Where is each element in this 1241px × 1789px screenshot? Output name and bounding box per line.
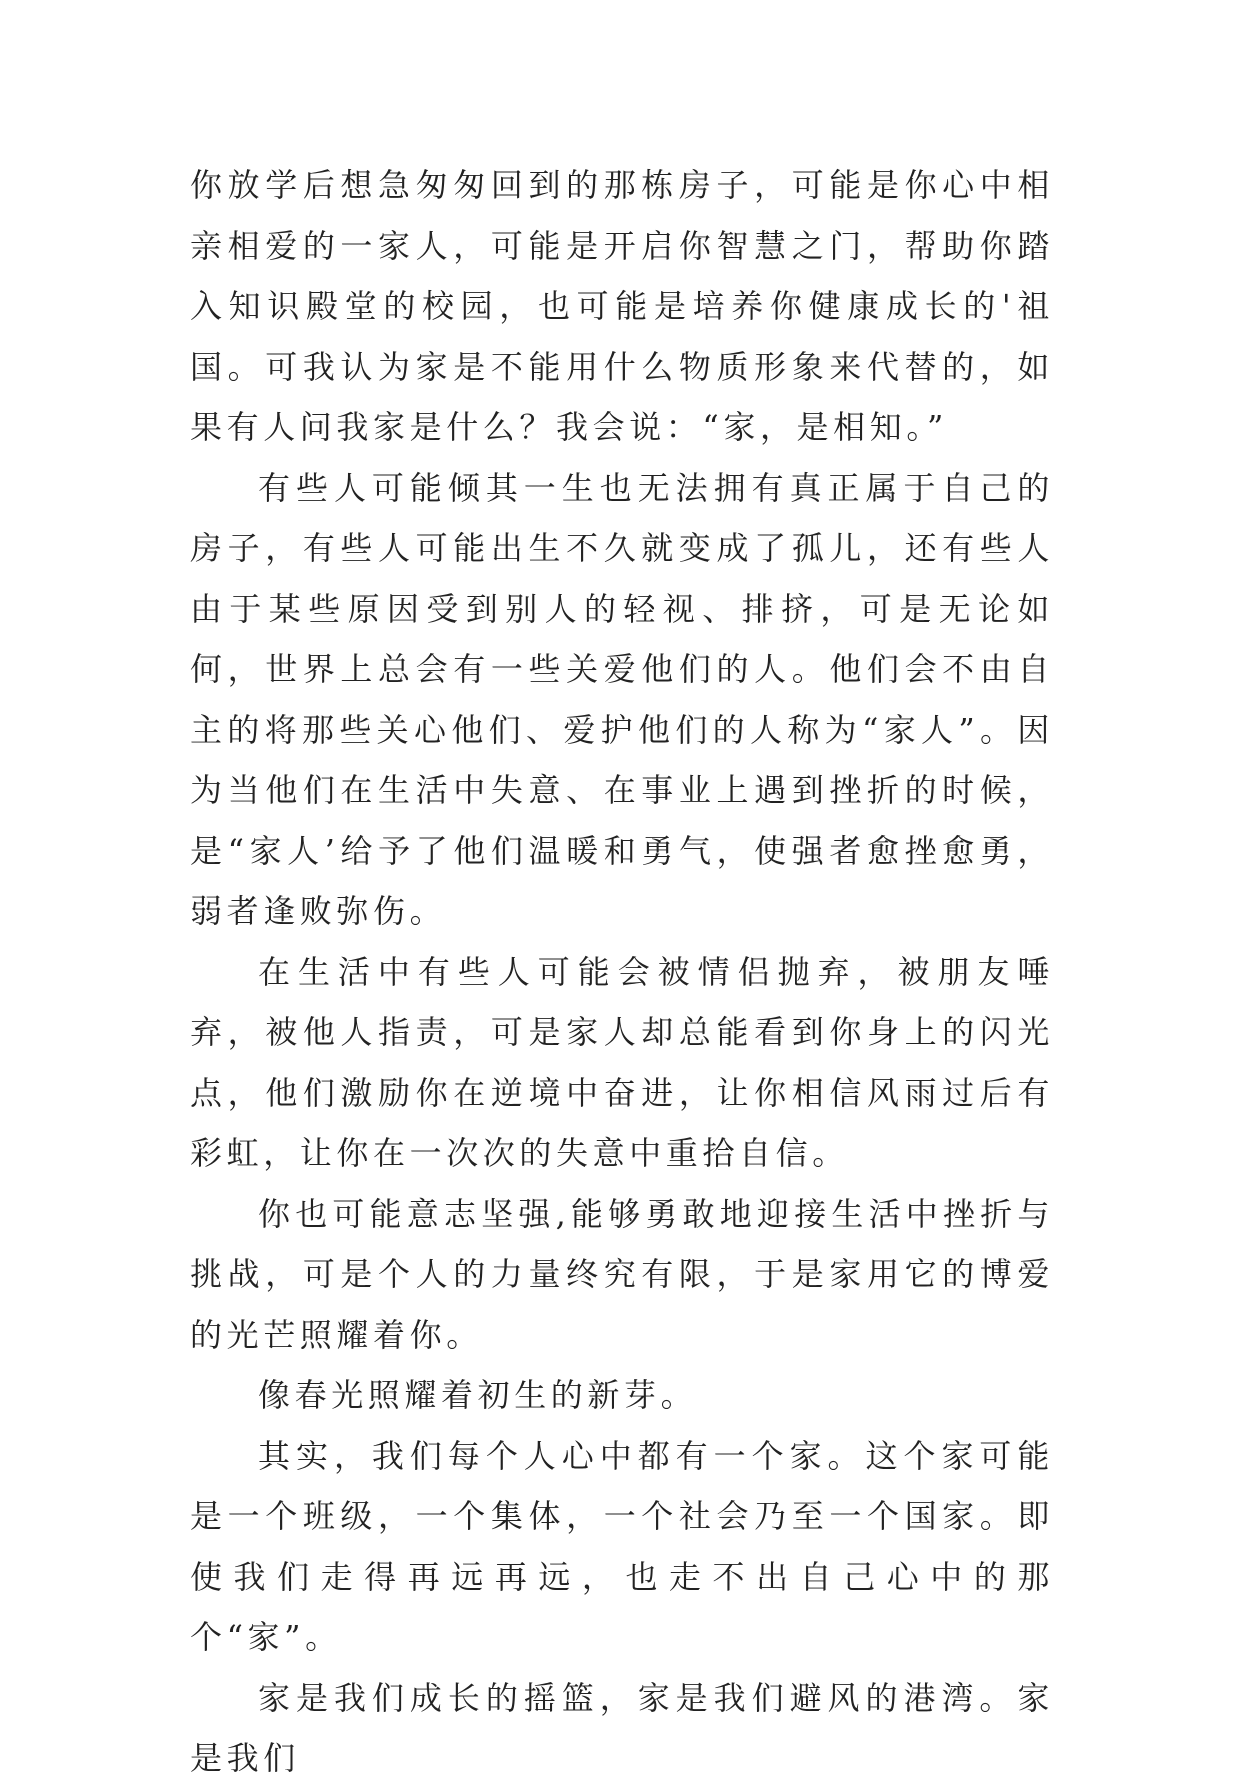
paragraph-7: 家是我们成长的摇篮，家是我们避风的港湾。家是我们 <box>190 1678 1054 1777</box>
paragraph-1: 你放学后想急匆匆回到的那栋房子，可能是你心中相亲相爱的一家人，可能是开启你智慧之门，帮助你踏入知识殿堂的校园，也可能是培养你健康成长的'祖国。可我认为家是不能用什么物质形象来代替的，如果有人问我家是什么？我会说：“家，是相知。” <box>190 166 1054 446</box>
paragraph-5: 像春光照耀着初生的新芽。 <box>258 1376 698 1414</box>
paragraph-6: 其实，我们每个人心中都有一个家。这个家可能是一个班级，一个集体，一个社会乃至一个国家。即使我们走得再远再远，也走不出自己心中的那个“家”。 <box>190 1436 1054 1656</box>
document-body <box>190 155 1054 1789</box>
paragraph-2: 有些人可能倾其一生也无法拥有真正属于自己的房子，有些人可能出生不久就变成了孤儿，还有些人由于某些原因受到别人的轻视、排挤，可是无论如何，世界上总会有一些关爱他们的人。他们会不由自主的将那些关心他们、爱护他们的人称为“家人”。因为当他们在生活中失意、在事业上遇到挫折的时候，是“家人’给予了他们温暖和勇气，使强者愈挫愈勇，弱者逢败弥伤。 <box>190 468 1054 930</box>
paragraph-3: 在生活中有些人可能会被情侣抛弃，被朋友唾弃，被他人指责，可是家人却总能看到你身上的闪光点，他们激励你在逆境中奋进，让你相信风雨过后有彩虹，让你在一次次的失意中重拾自信。 <box>190 952 1054 1172</box>
paragraph-4: 你也可能意志坚强,能够勇敢地迎接生活中挫折与挑战，可是个人的力量终究有限，于是家用它的博爱的光芒照耀着你。 <box>190 1194 1054 1354</box>
